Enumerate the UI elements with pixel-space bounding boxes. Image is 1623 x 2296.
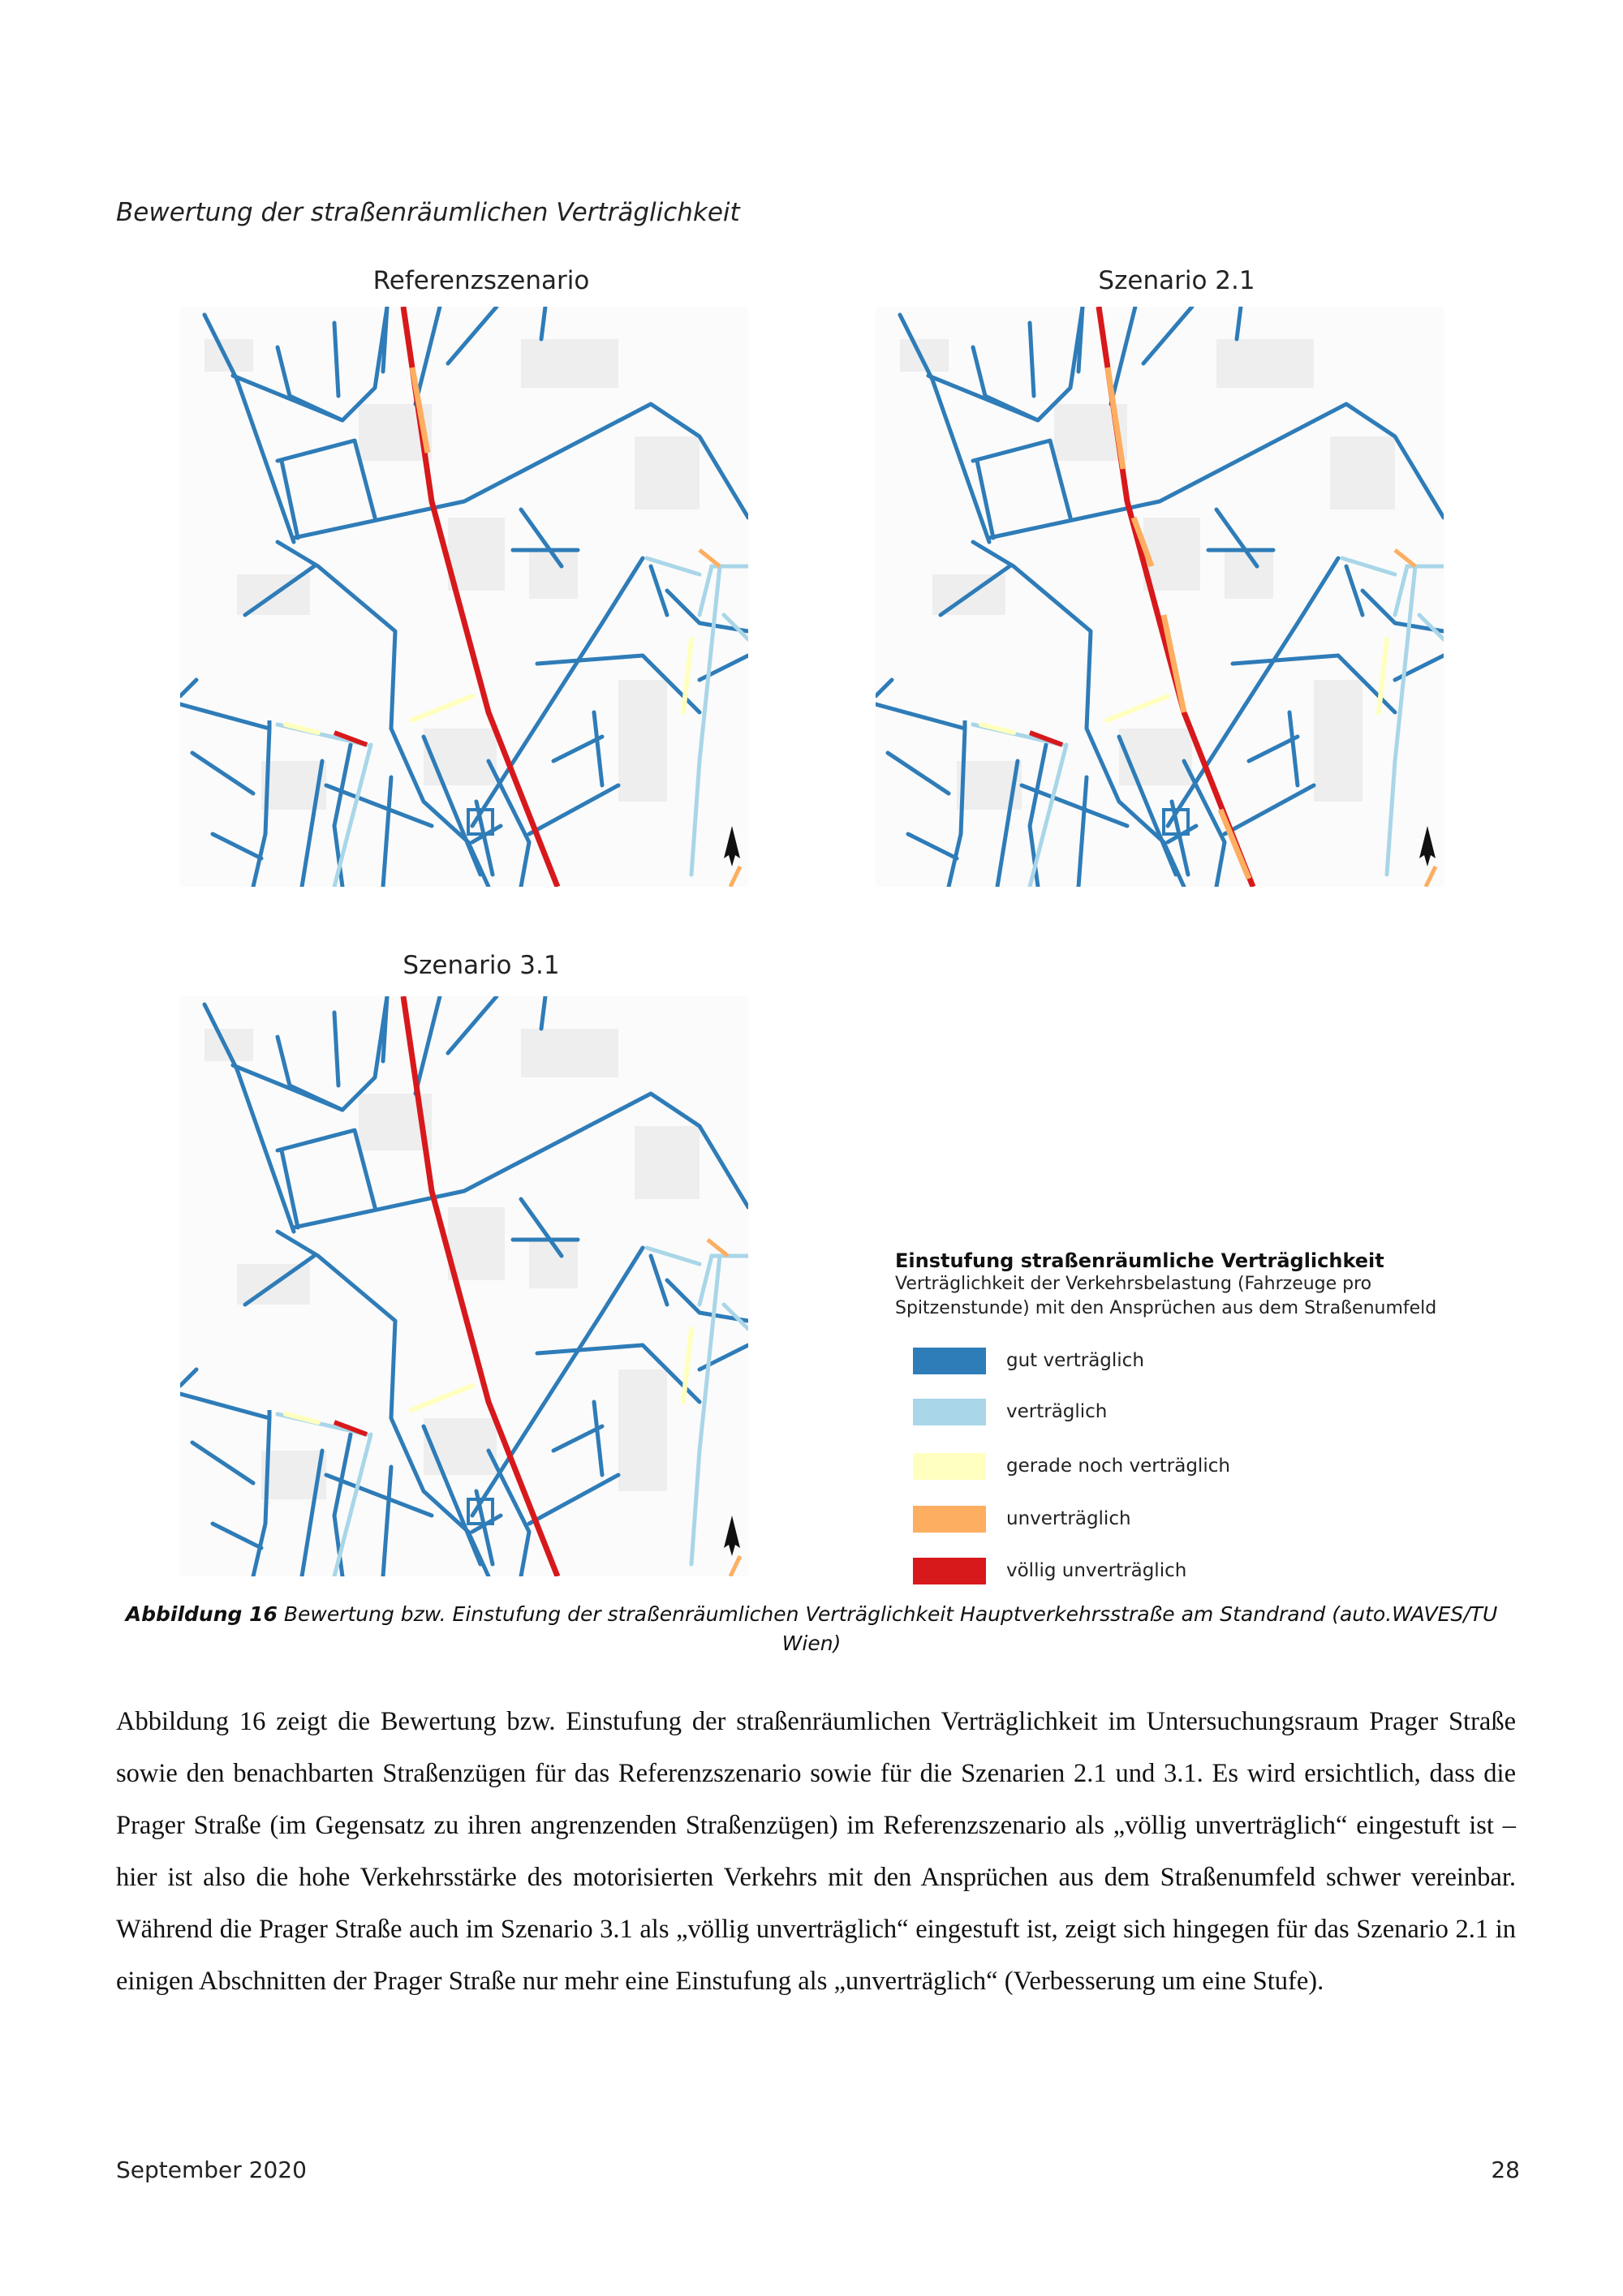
- legend-swatch: [913, 1558, 986, 1584]
- legend-label: völlig unverträglich: [1006, 1560, 1187, 1581]
- legend-label: gut verträglich: [1006, 1350, 1144, 1371]
- legend-swatch: [913, 1506, 986, 1533]
- legend-item-unvertraeglich: [913, 1505, 1131, 1533]
- map-title-referenz: Referenzszenario: [372, 266, 590, 295]
- legend-item-gut: [913, 1347, 1144, 1374]
- map-legend: [895, 1249, 1561, 1581]
- legend-swatch: [913, 1399, 986, 1425]
- figure-caption: [122, 1600, 1501, 1658]
- body-paragraph: Abbildung 16 zeigt die Bewertung bzw. Einstufung der straßenräumlichen Verträglichkeit im Untersuchungsraum Prager Straße sowie den benachbarten Straßenzügen für das Referenzszenario sowie für die Szenarien 2.1 und 3.1. Es wird ersichtlich, dass die Prager Straße (im Gegensatz zu ihren angrenzenden Straßenzügen) im Referenzszenario als „völlig unverträglich“ eingestuft ist – hier ist also die hohe Verkehrsstärke des motorisierten Verkehrs mit den Ansprüchen aus dem Straßenumfeld schwer vereinbar. Während die Prager Straße auch im Szenario 3.1 als „völlig unverträglich“ eingestuft ist, zeigt sich hingegen für das Szenario 2.1 in einigen Abschnitten der Prager Straße nur mehr eine Einstufung als „unverträglich“ (Verbesserung um eine Stufe).: [116, 1707, 1516, 1996]
- caption-label: Abbildung 16: [125, 1602, 278, 1626]
- legend-subtitle: Verträglichkeit der Verkehrsbelastung (Fahrzeuge pro Spitzenstunde) mit den Ansprüchen aus dem Straßenumfeld: [895, 1274, 1437, 1318]
- legend-label: verträglich: [1006, 1401, 1108, 1422]
- legend-item-vertraeglich: [913, 1398, 1107, 1425]
- legend-item-voellig: [913, 1557, 1186, 1584]
- footer-date: September 2020: [116, 2156, 307, 2183]
- caption-text: Bewertung bzw. Einstufung der straßenräumlichen Verträglichkeit Hauptverkehrsstraße am Standrand (auto.WAVES/TU Wien): [277, 1602, 1498, 1655]
- legend-title: Einstufung straßenräumliche Verträglichkeit: [895, 1249, 1384, 1272]
- legend-item-gerade: [913, 1452, 1230, 1480]
- map-szenario-2-1: [876, 307, 1444, 887]
- map-title-szenario-2-1: Szenario 2.1: [1098, 266, 1255, 295]
- legend-swatch: [913, 1348, 986, 1374]
- map-referenzszenario: [180, 307, 748, 887]
- page-number: 28: [1491, 2156, 1520, 2183]
- map-szenario-3-1: [180, 996, 748, 1576]
- map-title-szenario-3-1: Szenario 3.1: [403, 951, 560, 980]
- legend-label: unverträglich: [1006, 1508, 1131, 1529]
- section-heading: Bewertung der straßenräumlichen Verträglichkeit: [116, 198, 740, 227]
- legend-swatch: [913, 1453, 986, 1480]
- legend-label: gerade noch verträglich: [1006, 1455, 1230, 1477]
